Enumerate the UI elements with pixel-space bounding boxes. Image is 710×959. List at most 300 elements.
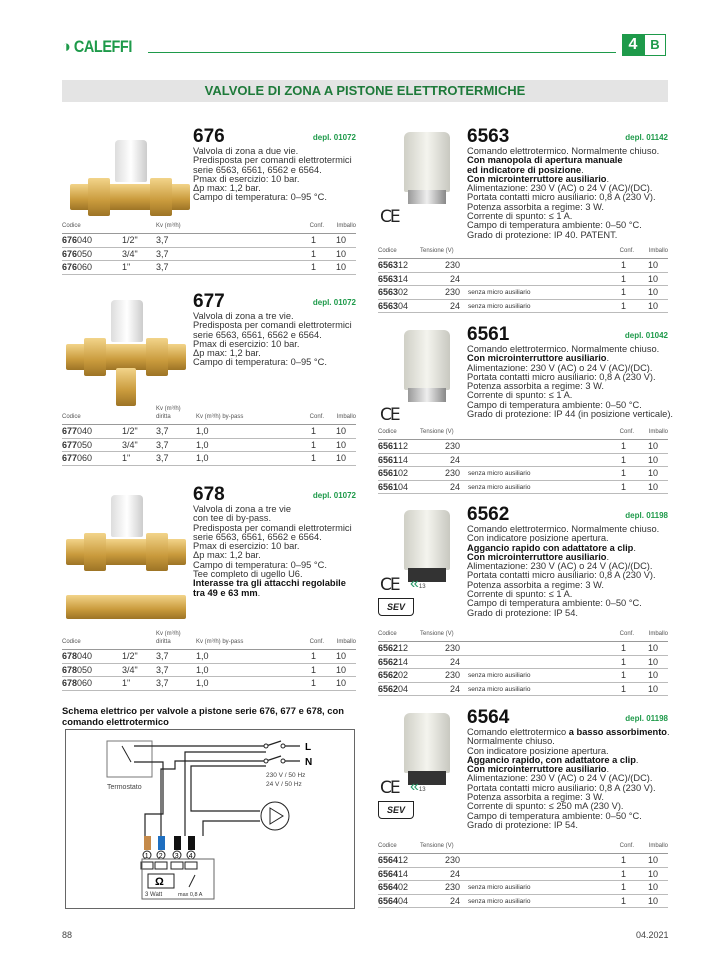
code-suffix: 14 [398,656,409,667]
table-row [378,467,668,481]
depl-code: depl. 01198 [625,511,668,520]
ohm-symbol: Ω [155,876,164,888]
note-cell [468,259,602,273]
schema-title-line: Schema elettrico per valvole a pistone serie 676, 677 e 678, con [62,705,344,716]
code-cell [378,480,420,494]
valve-nut [88,178,110,216]
product-table [62,405,356,466]
imballo-cell: 10 [324,234,356,248]
text: Portata contatti micro ausiliario: 0,8 A (230 V). [467,371,656,382]
size-cell: 1" [122,452,156,466]
watt-label: 3 Watt [145,892,163,898]
supply-label: 230 V / 50 Hz [266,772,306,779]
valve-nut [84,338,106,376]
code-cell [378,642,420,656]
voltage-cell: 24 [420,894,468,908]
code-prefix: 676 [62,262,78,273]
code-prefix: 6562 [378,670,399,681]
actuator-image [392,132,462,212]
text: . [257,587,261,598]
table-row [62,261,356,275]
size-cell: 1" [122,261,156,275]
voltage-cell: 230 [420,286,468,300]
code-suffix: 050 [77,664,93,675]
size-cell: 1/2" [122,425,156,439]
text: Campo di temperatura: 0–95 °C. [193,559,327,570]
text: Con indicatore posizione apertura. [467,745,609,756]
code-cell [378,669,420,683]
table-header-row [378,247,668,259]
table-row [378,480,668,494]
conf-cell: 1 [296,650,324,664]
imballo-cell: 10 [634,299,668,313]
product-code: 678 [193,484,225,505]
sev-mark: SEV [378,598,414,616]
valve-nut [146,338,168,376]
code-prefix: 676 [62,235,78,246]
depl-code: depl. 01072 [312,298,356,307]
bold-text: Con microinterruttore ausiliario [467,551,607,562]
text: Campo di temperatura: 0–95 °C. [193,357,327,368]
voltage-cell: 24 [420,299,468,313]
note-cell: senza micro ausiliario [468,299,602,313]
text: Potenza assorbita a regime: 3 W. [467,792,604,803]
imballo-cell: 10 [634,867,668,881]
actuator-image [392,713,462,793]
terminal-block [155,862,167,869]
product-table [378,428,668,494]
column-header: Conf. [602,247,634,259]
column-header [468,247,602,259]
size-cell: 1/2" [122,650,156,664]
voltage-cell: 24 [420,453,468,467]
code-prefix: 6563 [378,273,399,284]
code-cell [378,299,420,313]
code-prefix: 678 [62,664,78,675]
table-row [62,452,356,466]
table-row [378,440,668,454]
description-line [193,193,352,202]
conf-cell: 1 [602,894,634,908]
code-prefix: 677 [62,453,78,464]
table-header-row [378,842,668,854]
imballo-cell: 10 [634,259,668,273]
cert-number: 13 [418,787,426,793]
kv-cell: 3,7 [156,261,196,275]
kv-bypass-cell [196,261,296,275]
note-cell [468,453,602,467]
line-N-label: N [305,757,313,768]
actuator-terminals [141,836,197,869]
description-line [467,231,659,240]
text: Potenza assorbita a regime: 3 W. [467,579,604,590]
conf-cell: 1 [296,452,324,466]
code-cell [62,650,122,664]
size-cell: 3/4" [122,247,156,261]
code-suffix: 02 [398,287,409,298]
table-header-row [62,630,356,650]
imballo-cell: 10 [634,467,668,481]
imballo-cell: 10 [634,682,668,696]
kv-cell: 3,7 [156,650,196,664]
text: Corrente di spunto: ≤ 1 A. [467,390,573,401]
text: Corrente di spunto: ≤ 1 A. [467,211,573,222]
code-cell [378,867,420,881]
product-description [467,728,670,830]
code-suffix: 050 [77,439,93,450]
table-row [62,650,356,664]
kv-cell: 3,7 [156,438,196,452]
valve-nut [84,533,106,571]
code-prefix: 676 [62,248,78,259]
line-L-label: L [305,742,312,753]
voltage-cell: 24 [420,655,468,669]
conf-cell: 1 [602,286,634,300]
code-cell [62,261,122,275]
certification-icon: « [410,575,419,592]
code-prefix: 6562 [378,656,399,667]
column-header: Conf. [602,428,634,440]
logo-text: CALEFFI [73,37,132,56]
imballo-cell: 10 [634,480,668,494]
note-cell: senza micro ausiliario [468,881,602,895]
code-prefix: 6563 [378,287,399,298]
product-code: 6561 [467,324,510,345]
table-row [378,642,668,656]
bold-text: Con microinterruttore ausiliario [467,764,607,775]
product-table [378,630,668,696]
switch-contact [281,744,285,748]
conf-cell: 1 [602,467,634,481]
code-suffix: 12 [398,643,409,654]
note-cell: senza micro ausiliario [468,286,602,300]
kv-bypass-cell: 1,0 [196,425,296,439]
code-prefix: 6563 [378,260,399,271]
code-suffix: 02 [398,670,409,681]
column-header: Imballo [634,842,668,854]
column-header: Codice [378,247,420,259]
valve-branch [116,368,136,406]
product-table [378,247,668,313]
column-header: Imballo [324,405,356,425]
text: Campo di temperatura ambiente: 0–50 °C. [467,220,642,231]
column-header [196,222,296,234]
code-prefix: 6562 [378,684,399,695]
imballo-cell: 10 [634,854,668,868]
kv-cell: 3,7 [156,234,196,248]
text: Pmax di esercizio: 10 bar. [193,541,300,552]
note-cell [468,867,602,881]
column-header: Codice [62,405,122,425]
table-row [378,894,668,908]
switch-contact [281,759,285,763]
code-prefix: 677 [62,439,78,450]
sev-mark: SEV [378,801,414,819]
table-row [378,286,668,300]
product-description [193,312,352,368]
conf-cell: 1 [602,854,634,868]
description-line [193,358,352,367]
pump-icon [261,802,289,830]
imballo-cell: 10 [324,438,356,452]
bold-text: Aggancio rapido, con adattatore a clip [467,754,636,765]
max-current-label: max 0,8 A [178,892,203,898]
schema-title-line: comando elettrotermico [62,716,169,727]
product-table [378,842,668,908]
depl-code: depl. 01198 [625,714,668,723]
conf-cell: 1 [602,259,634,273]
micro-switch [189,875,195,887]
valve-image [70,140,190,250]
text: serie 6563, 6561, 6562 e 6564. [193,531,322,542]
text: . [635,754,639,765]
product-description [467,525,659,618]
note-cell: senza micro ausiliario [468,467,602,481]
text: Grado di protezione: IP 54. [467,607,578,618]
code-prefix: 678 [62,678,78,689]
description-line [467,410,673,419]
ce-mark: CE [380,405,399,425]
code-prefix: 6561 [378,441,399,452]
note-cell [468,655,602,669]
depl-code: depl. 01042 [624,331,668,340]
conf-cell: 1 [602,669,634,683]
code-suffix: 02 [398,882,409,893]
table-row [62,677,356,691]
text: Comando elettrotermico. Normalmente chiuso. [467,146,660,156]
thermostat-switch [122,746,131,762]
table-row [62,438,356,452]
code-cell [378,440,420,454]
table-row [378,655,668,669]
conf-cell: 1 [602,682,634,696]
text: Valvola di zona a tre vie [193,504,292,514]
bold-text: Con manopola di apertura manuale [467,155,623,166]
text: Valvola di zona a due vie. [193,146,299,156]
schema-title [62,705,344,727]
text: Portata contatti micro ausiliario: 0,8 A (230 V). [467,570,656,581]
column-header [468,630,602,642]
code-cell [378,894,420,908]
code-cell [378,881,420,895]
table-header-row [378,428,668,440]
description-line [467,821,670,830]
wiring-diagram [65,729,355,909]
code-cell [378,286,420,300]
code-suffix: 050 [77,248,93,259]
code-cell [378,682,420,696]
kv-cell: 3,7 [156,247,196,261]
text: Normalmente chiuso. [467,736,555,747]
product-description [193,505,352,598]
column-header [468,428,602,440]
product-description [193,147,352,203]
actuator-image [392,510,462,590]
terminal-number: 1 [144,853,149,860]
code-suffix: 14 [398,273,409,284]
valve-nut [146,533,168,571]
code-suffix: 04 [398,482,409,493]
column-header: Kv (m³/h) by-pass [196,630,296,650]
terminal-number: 2 [158,853,163,860]
imballo-cell: 10 [324,677,356,691]
text: Alimentazione: 230 V (AC) o 24 V (AC)/(DC). [467,183,653,194]
code-prefix: 6561 [378,454,399,465]
column-header: Conf. [602,842,634,854]
ce-mark: CE [380,207,399,227]
conf-cell: 1 [602,867,634,881]
valve-image [66,495,186,605]
thermostat-label: Termostato [107,784,142,791]
note-cell: senza micro ausiliario [468,682,602,696]
kv-bypass-cell: 1,0 [196,677,296,691]
switch-contact [264,759,268,763]
certification-mark [410,575,426,593]
valve-cap [115,140,147,182]
imballo-cell: 10 [634,440,668,454]
product-code: 6564 [467,707,510,728]
column-header: Codice [62,630,122,650]
column-header: Kv (m³/h) diritta [156,630,196,650]
voltage-cell: 230 [420,642,468,656]
bold-text: a basso assorbimento [568,727,667,737]
valve-cap [111,300,143,342]
conf-cell: 1 [296,438,324,452]
product-description [467,147,659,240]
valve-nut [150,178,172,216]
column-header: Codice [378,842,420,854]
terminal-block [141,862,153,869]
text: Comando elettrotermico. Normalmente chiuso. [467,344,660,354]
code-prefix: 678 [62,651,78,662]
column-header: Conf. [602,630,634,642]
code-cell [62,677,122,691]
code-suffix: 040 [77,235,93,246]
text: Comando elettrotermico. Normalmente chiuso. [467,524,660,534]
column-header: Conf. [296,405,324,425]
column-header: Tensione (V) [420,842,468,854]
column-header [122,630,156,650]
code-cell [378,453,420,467]
text: Campo di temperatura: 0–95 °C. [193,192,327,203]
ce-mark: CE [380,778,399,798]
imballo-cell: 10 [324,650,356,664]
actuator-body [404,713,450,773]
text: Campo di temperatura ambiente: 0–50 °C. [467,598,642,609]
table-row [378,854,668,868]
size-cell: 3/4" [122,663,156,677]
table-row [378,669,668,683]
supply-label: 24 V / 50 Hz [266,781,302,788]
column-header: Imballo [634,630,668,642]
column-header: Imballo [324,630,356,650]
text: Con indicatore posizione apertura. [467,533,609,544]
actuator-base [408,190,446,204]
code-cell [378,259,420,273]
code-suffix: 02 [398,468,409,479]
text: Δp max: 1,2 bar. [193,550,261,561]
column-header: Tensione (V) [420,428,468,440]
kv-bypass-cell: 1,0 [196,452,296,466]
code-prefix: 6563 [378,301,399,312]
bold-text: Interasse tra gli attacchi regolabile [193,578,346,589]
actuator-base [408,388,446,402]
product-description [467,345,673,419]
imballo-cell: 10 [324,663,356,677]
table-row [378,867,668,881]
kv-bypass-cell [196,247,296,261]
column-header: Kv (m³/h) by-pass [196,405,296,425]
text: Pmax di esercizio: 10 bar. [193,338,300,349]
code-prefix: 6561 [378,482,399,493]
text: serie 6563, 6561, 6562 e 6564. [193,164,322,175]
product-code: 676 [193,126,225,147]
actuator-image [392,330,462,410]
column-header: Kv (m³/h) [156,222,196,234]
text: Tee completo di ugello U6. [193,569,303,580]
code-cell [62,438,122,452]
ce-mark: CE [380,575,399,595]
note-cell [468,272,602,286]
text: . [606,173,610,184]
imballo-cell: 10 [634,669,668,683]
description-line [467,609,659,618]
voltage-cell: 230 [420,467,468,481]
conf-cell: 1 [602,299,634,313]
text: Potenza assorbita a regime: 3 W. [467,381,604,392]
text: Corrente di spunto: ≤ 1 A. [467,589,573,600]
kv-cell: 3,7 [156,677,196,691]
column-header: Codice [62,222,122,234]
table-row [378,453,668,467]
text: Portata contatti micro ausiliario: 0,8 A (230 V). [467,192,656,203]
imballo-cell: 10 [324,452,356,466]
text: Alimentazione: 230 V (AC) o 24 V (AC)/(DC). [467,561,653,572]
terminal-block [185,862,197,869]
note-cell [468,854,602,868]
code-suffix: 04 [398,684,409,695]
imballo-cell: 10 [324,425,356,439]
code-suffix: 060 [77,453,93,464]
imballo-cell: 10 [634,642,668,656]
conf-cell: 1 [602,881,634,895]
code-cell [378,655,420,669]
table-row [62,663,356,677]
table-row [378,299,668,313]
column-header: Imballo [634,247,668,259]
note-cell: senza micro ausiliario [468,894,602,908]
wire-sleeve [144,836,151,850]
text: Comando elettrotermico [467,727,569,737]
text: Potenza assorbita a regime: 3 W. [467,201,604,212]
bold-text: Con microinterruttore ausiliario [467,173,607,184]
code-cell [378,854,420,868]
kv-bypass-cell: 1,0 [196,663,296,677]
column-header: Tensione (V) [420,630,468,642]
column-header: Kv (m³/h) diritta [156,405,196,425]
text: Alimentazione: 230 V (AC) o 24 V (AC)/(DC). [467,362,653,373]
bold-text: Con microinterruttore ausiliario [467,353,607,364]
text: Portata contatti micro ausiliario: 0,8 A (230 V). [467,782,656,793]
text: Campo di temperatura ambiente: 0–50 °C. [467,810,642,821]
conf-cell: 1 [296,247,324,261]
code-prefix: 677 [62,426,78,437]
section-letter: B [644,34,666,56]
product-table [62,630,356,691]
logo-icon: ◑ [62,37,74,56]
conf-cell: 1 [602,440,634,454]
code-prefix: 6562 [378,643,399,654]
